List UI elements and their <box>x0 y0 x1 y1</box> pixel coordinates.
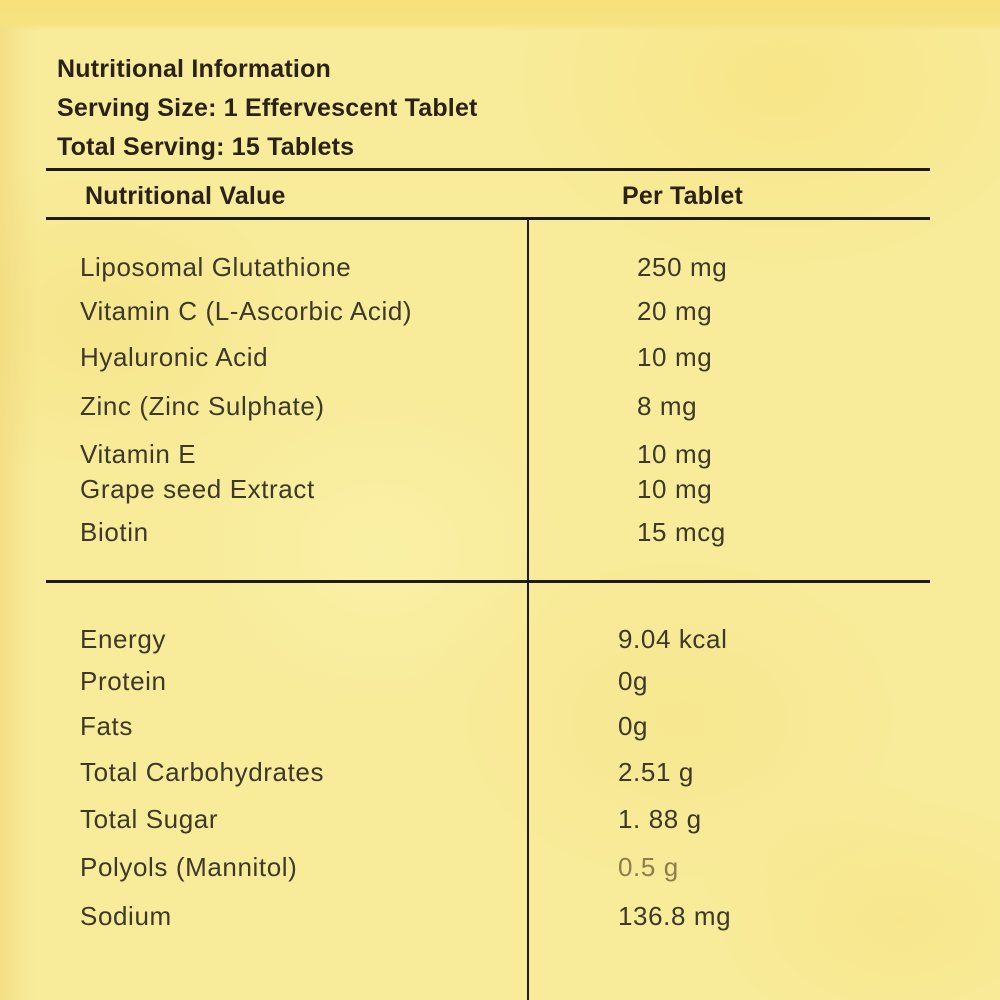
table-row <box>0 711 1000 743</box>
table-row <box>0 901 1000 933</box>
table-row <box>0 624 1000 656</box>
column-header-per-tablet: Per Tablet <box>622 182 744 210</box>
nutrient-label: Zinc (Zinc Sulphate) <box>80 391 325 421</box>
nutrient-value: 8 mg <box>637 391 698 421</box>
nutrient-label: Vitamin E <box>80 439 197 469</box>
nutrient-label: Fats <box>80 711 133 741</box>
serving-size: Serving Size: 1 Effervescent Tablet <box>57 94 478 122</box>
nutrient-label: Energy <box>80 624 166 654</box>
table-row <box>0 757 1000 789</box>
table-row <box>0 852 1000 884</box>
nutrient-label: Total Sugar <box>80 804 219 834</box>
total-serving: Total Serving: 15 Tablets <box>57 133 355 161</box>
nutrient-label: Hyaluronic Acid <box>80 342 269 372</box>
nutrient-value: 15 mcg <box>637 517 726 547</box>
top-rule <box>46 168 930 171</box>
nutrient-value: 9.04 kcal <box>618 624 728 654</box>
nutrient-label: Polyols (Mannitol) <box>80 852 298 882</box>
table-row <box>0 804 1000 836</box>
section-divider-rule <box>46 580 930 583</box>
label-intro <box>57 50 478 167</box>
nutrient-label: Total Carbohydrates <box>80 757 325 787</box>
top-strip <box>0 0 1000 31</box>
nutrient-value: 10 mg <box>637 439 713 469</box>
table-row <box>0 439 1000 471</box>
table-row <box>0 474 1000 506</box>
nutrient-label: Sodium <box>80 901 172 931</box>
nutrient-label: Biotin <box>80 517 149 547</box>
table-row <box>0 391 1000 423</box>
nutrient-value: 0.5 g <box>618 852 679 882</box>
column-header-nutritional-value: Nutritional Value <box>85 182 286 210</box>
nutrient-value: 10 mg <box>637 474 713 504</box>
nutrient-label: Vitamin C (L-Ascorbic Acid) <box>80 296 413 326</box>
table-row <box>0 252 1000 284</box>
nutrient-value: 1. 88 g <box>618 804 702 834</box>
nutrient-value: 0g <box>618 711 649 741</box>
table-row <box>0 296 1000 328</box>
nutrient-value: 20 mg <box>637 296 713 326</box>
table-row <box>0 517 1000 549</box>
nutrient-value: 250 mg <box>637 252 728 282</box>
nutrient-value: 0g <box>618 666 649 696</box>
table-row <box>0 666 1000 698</box>
nutrient-label: Protein <box>80 666 167 696</box>
label-title: Nutritional Information <box>57 55 332 83</box>
nutrient-value: 136.8 mg <box>618 901 732 931</box>
table-row <box>0 342 1000 374</box>
nutrient-label: Liposomal Glutathione <box>80 252 352 282</box>
nutrient-value: 10 mg <box>637 342 713 372</box>
nutrient-value: 2.51 g <box>618 757 694 787</box>
header-rule <box>46 217 930 220</box>
nutrient-label: Grape seed Extract <box>80 474 315 504</box>
